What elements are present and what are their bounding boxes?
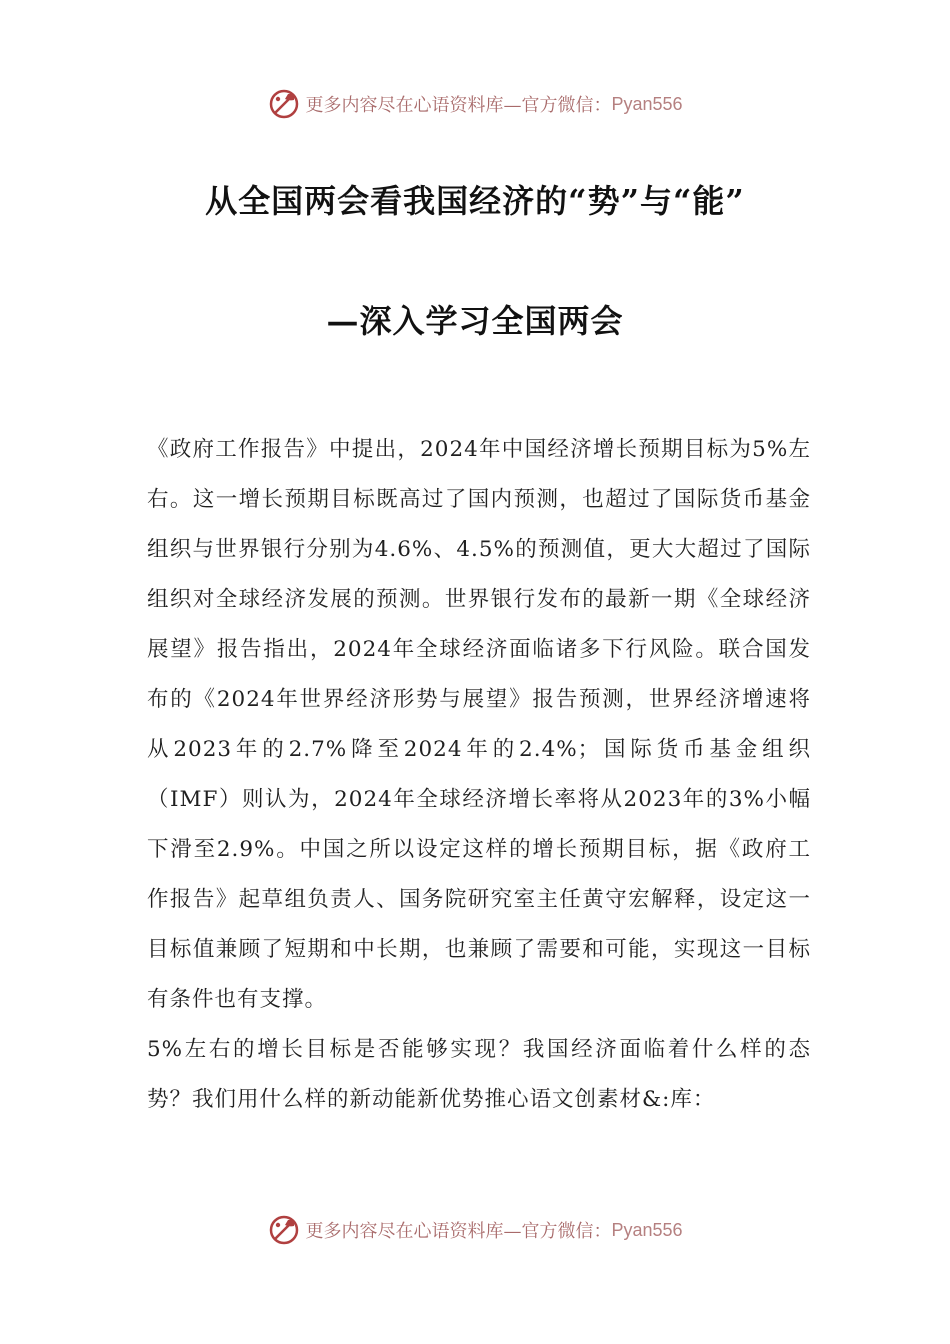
watermark-text: 更多内容尽在心语资料库—官方微信： <box>305 1221 612 1242</box>
body-paragraph: 《政府工作报告》中提出，2024年中国经济增长预期目标为5%左右。这一增长预期目标既高过了国内预测，也超过了国际货币基金组织与世界银行分别为4.6%、4.5%的预测值，更大大超过了国际组织对全球经济发展的预测。世界银行发布的最新一期《全球经济展望》报告指出，2024年全球经济面临诸多下行风险。联合国发布的《2024年世界经济形势与展望》报告预测，世界经济增速将从2023年的2.7%降至2024年的2.4%；国际货币基金组织（IMF）则认为，2024年全球经济增长率将从2023年的3%小幅下滑至2.9%。中国之所以设定这样的增长预期目标，据《政府工作报告》起草组负责人、国务院研究室主任黄守宏解释，设定这一目标值兼顾了短期和中长期，也兼顾了需要和可能，实现这一目标有条件也有支撑。 <box>147 437 811 1012</box>
quill-pen-logo-icon <box>267 1213 301 1247</box>
document-body <box>147 425 811 1125</box>
watermark-wechat-id: Pyan556 <box>611 93 683 114</box>
watermark-text: 更多内容尽在心语资料库—官方微信： <box>305 95 612 116</box>
footer-watermark <box>0 1210 950 1250</box>
document-title: 从全国两会看我国经济的“势”与“能” <box>205 182 745 220</box>
watermark-wechat-id: Pyan556 <box>611 1219 683 1240</box>
header-watermark <box>0 84 950 124</box>
document-subtitle: —深入学习全国两会 <box>326 302 624 340</box>
quill-pen-logo-icon <box>267 87 301 121</box>
body-paragraph: 5%左右的增长目标是否能够实现？我国经济面临着什么样的态势？我们用什么样的新动能新优势推心语文创素材&:库： <box>147 1037 811 1112</box>
